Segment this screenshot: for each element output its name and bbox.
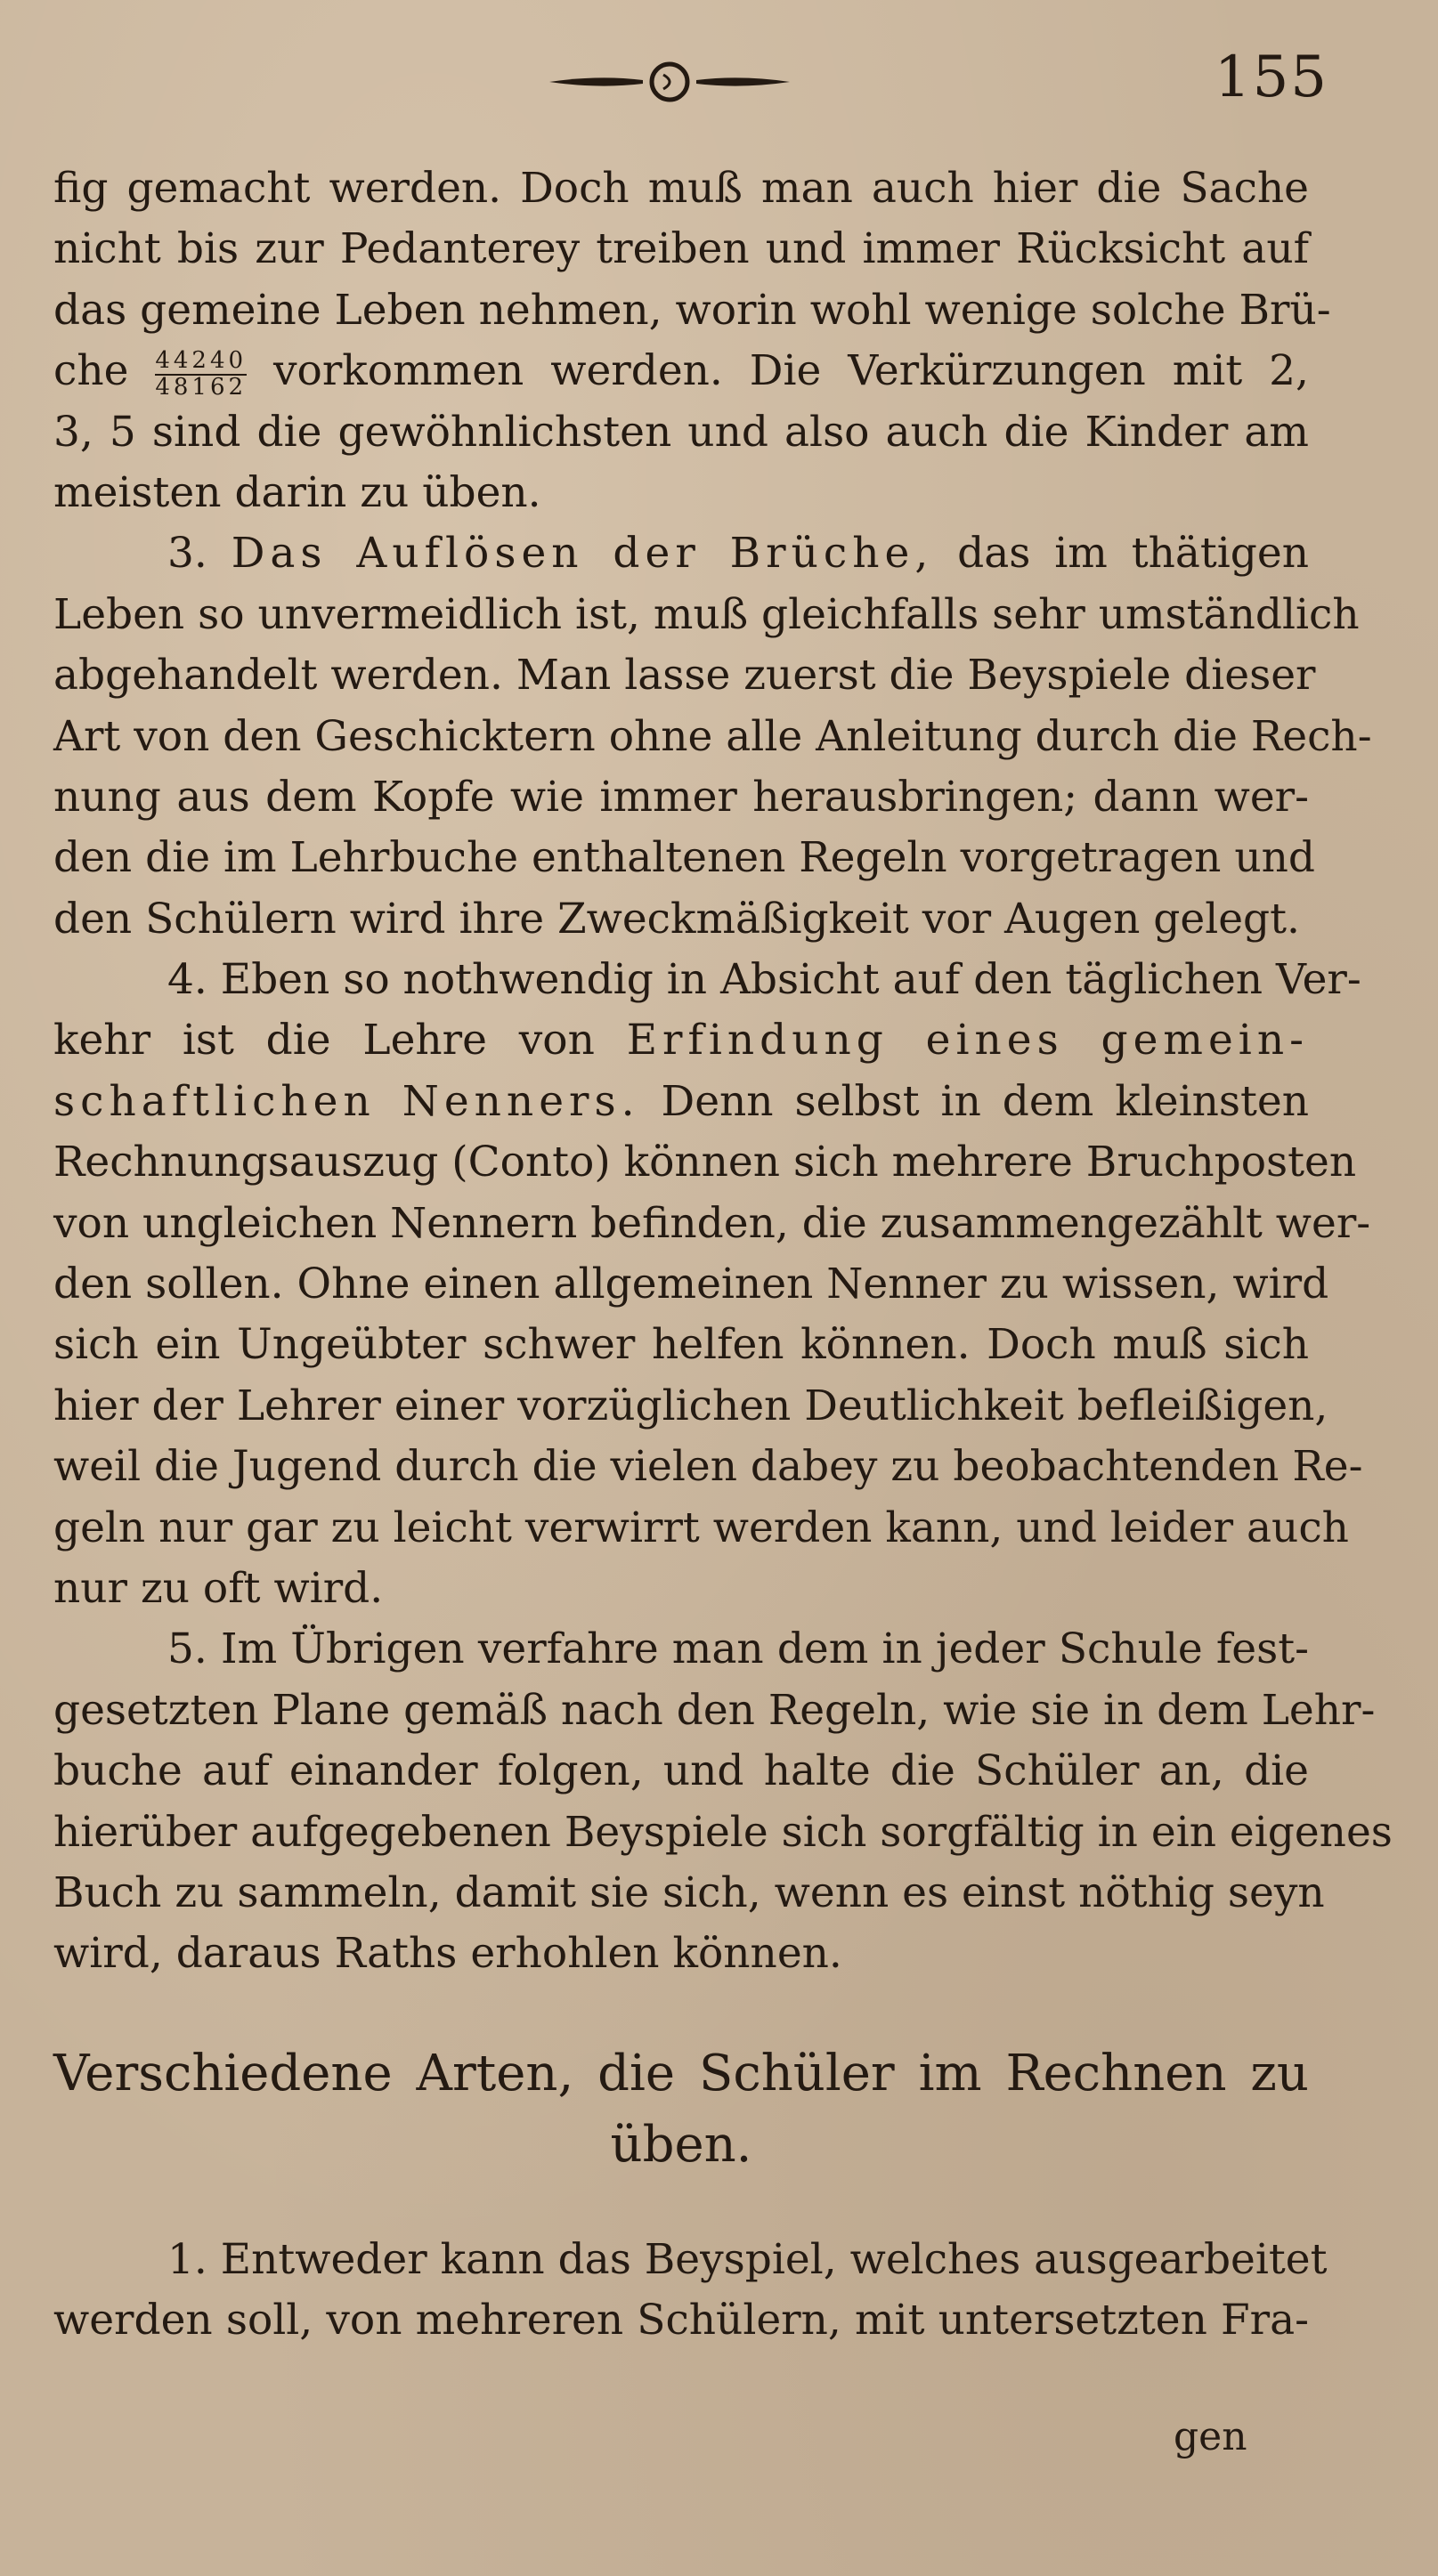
- text-line: geln nur gar zu leicht verwirrt werden kann, und leider auch: [53, 1503, 1349, 1552]
- text-line: Buch zu sammeln, damit sie sich, wenn es einst nöthig seyn: [53, 1867, 1325, 1917]
- text-line: 3, 5 sind die gewöhnlichsten und also auch die Kinder am: [53, 407, 1309, 457]
- text-line: fig gemacht werden. Doch muß man auch hier die Sache: [53, 164, 1309, 213]
- text-line: das gemeine Leben nehmen, worin wohl wenige solche Brü-: [53, 285, 1331, 335]
- text-line: [53, 1072, 1309, 1132]
- text-fragment: che: [53, 346, 129, 396]
- section-heading: [53, 2038, 1309, 2181]
- text-line: den sollen. Ohne einen allgemeinen Nenner zu wissen, wird: [53, 1260, 1329, 1309]
- emphasized-term: Das Auflösen der Brüche,: [231, 529, 934, 579]
- text-line-with-fraction: [53, 341, 1309, 401]
- text-line: [53, 1010, 1309, 1071]
- text-fragment: vorkommen werden. Die Verkürzungen mit 2,: [272, 346, 1309, 396]
- text-line: Art von den Geschicktern ohne alle Anleitung durch die Rech-: [53, 711, 1372, 761]
- text-line: hier der Lehrer einer vorzüglichen Deutlichkeit befleißigen,: [53, 1381, 1328, 1430]
- text-line: nicht bis zur Pedanterey treiben und immer Rücksicht auf: [53, 224, 1309, 274]
- text-line: gesetzten Plane gemäß nach den Regeln, wie sie in dem Lehr-: [53, 1685, 1376, 1735]
- emphasized-term: schaftlichen Nenners.: [53, 1076, 640, 1126]
- text-line: von ungleichen Nennern befinden, die zusammengezählt wer-: [53, 1198, 1371, 1248]
- text-line: 4. Eben so nothwendig in Absicht auf den täglichen Ver-: [167, 955, 1361, 1005]
- item-number: 3.: [167, 529, 207, 579]
- text-line: meisten darin zu üben.: [53, 467, 541, 517]
- text-line: werden soll, von mehreren Schülern, mit untersetzten Fra-: [53, 2296, 1309, 2345]
- text-line: den Schülern wird ihre Zweckmäßigkeit vor Augen gelegt.: [53, 894, 1300, 944]
- text-line: weil die Jugend durch die vielen dabey zu beobachtenden Re-: [53, 1442, 1363, 1492]
- section-heading-line: Verschiedene Arten, die Schüler im Rechnen zu: [53, 2045, 1309, 2102]
- text-line: wird, daraus Raths erhohlen können.: [53, 1929, 842, 1979]
- text-line: nur zu oft wird.: [53, 1563, 384, 1613]
- text-line: den die im Lehrbuche enthaltenen Regeln vorgetragen und: [53, 833, 1315, 883]
- fraction-numerators: 44240: [155, 347, 248, 375]
- text-line: Leben so unvermeidlich ist, muß gleichfalls sehr umständlich: [53, 589, 1360, 639]
- text-line: abgehandelt werden. Man lasse zuerst die Beyspiele dieser: [53, 651, 1316, 701]
- text-fragment: das im thätigen: [957, 529, 1309, 579]
- text-line: hierüber aufgegebenen Beyspiele sich sorgfältig in ein eigenes: [53, 1807, 1393, 1857]
- text-fragment: kehr ist die Lehre von: [53, 1016, 595, 1065]
- fraction-denominators: 48162: [155, 374, 248, 401]
- emphasized-term: Erfindung eines gemein-: [626, 1016, 1309, 1065]
- text-line: nung aus dem Kopfe wie immer herausbringen; dann wer-: [53, 772, 1309, 822]
- header-ornament: [545, 55, 794, 109]
- body-text: [53, 158, 1393, 1985]
- text-fragment: Denn selbst in dem kleinsten: [661, 1076, 1309, 1126]
- section-heading-line: üben.: [610, 2116, 752, 2174]
- text-line: Rechnungsauszug (Conto) können sich mehrere Bruchposten: [53, 1138, 1357, 1187]
- catchword: gen: [1174, 2414, 1247, 2459]
- text-line: 5. Im Übrigen verfahre man dem in jeder Schule fest-: [167, 1624, 1309, 1674]
- page-number: 155: [1214, 45, 1328, 110]
- text-line: sich ein Ungeübter schwer helfen können. Doch muß sich: [53, 1320, 1309, 1370]
- fraction-sequence: [155, 349, 247, 399]
- paragraph-3-first-line: [53, 523, 1309, 584]
- section-body: [53, 2230, 1328, 2352]
- text-line: 1. Entweder kann das Beyspiel, welches ausgearbeitet: [167, 2235, 1328, 2284]
- text-line: buche auf einander folgen, und halte die Schüler an, die: [53, 1746, 1309, 1796]
